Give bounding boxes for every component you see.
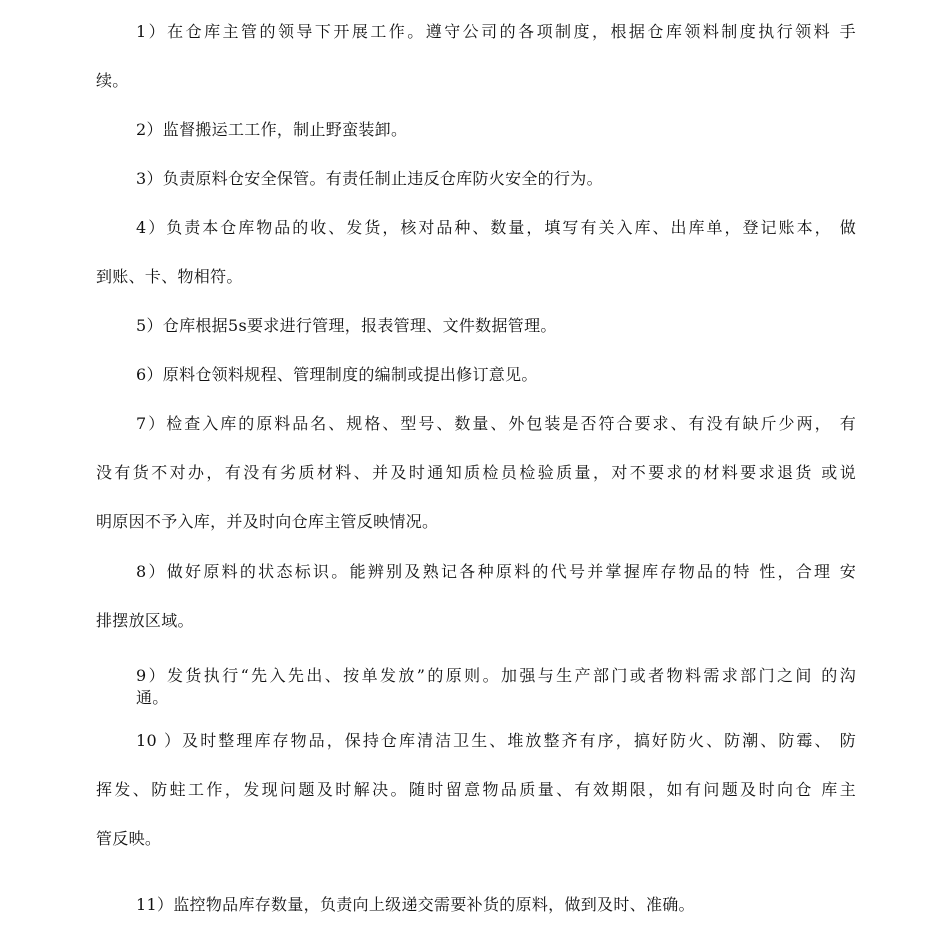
text-line: 到账、卡、物相符。 bbox=[96, 267, 243, 286]
text-line: 11）监控物品库存数量，负责向上级递交需要补货的原料，做到及时、准确。 bbox=[136, 895, 695, 914]
text-line: 6）原料仓领料规程、管理制度的编制或提出修订意见。 bbox=[136, 365, 538, 384]
text-line: 续。 bbox=[96, 71, 129, 90]
text-line: 明原因不予入库，并及时向仓库主管反映情况。 bbox=[96, 512, 439, 531]
text-line: 4）负责本仓库物品的收、发货，核对品种、数量，填写有关入库、出库单，登记账本， 做 bbox=[136, 218, 856, 237]
text-line: 7）检查入库的原料品名、规格、型号、数量、外包装是否符合要求、有没有缺斤少两， 有 bbox=[136, 414, 856, 433]
text-line: 2）监督搬运工工作，制止野蛮装卸。 bbox=[136, 120, 408, 139]
text-line: 没有货不对办，有没有劣质材料、并及时通知质检员检验质量，对不要求的材料要求退货 或说 bbox=[96, 463, 856, 482]
text-line: 通。 bbox=[136, 688, 169, 707]
text-line: 排摆放区域。 bbox=[96, 611, 194, 630]
text-line: 3）负责原料仓安全保管。有责任制止违反仓库防火安全的行为。 bbox=[136, 169, 603, 188]
text-line: 管反映。 bbox=[96, 829, 162, 848]
text-line: 10 ）及时整理库存物品，保持仓库清洁卫生、堆放整齐有序，搞好防火、防潮、防霉、 防 bbox=[136, 731, 856, 750]
text-line: 9）发货执行“先入先出、按单发放”的原则。加强与生产部门或者物料需求部门之间 的沟 bbox=[136, 666, 856, 685]
text-line: 1）在仓库主管的领导下开展工作。遵守公司的各项制度，根据仓库领料制度执行领料 手 bbox=[136, 22, 856, 41]
text-line: 5）仓库根据5s要求进行管理，报表管理、文件数据管理。 bbox=[136, 316, 557, 335]
text-line: 8）做好原料的状态标识。能辨别及熟记各种原料的代号并掌握库存物品的特 性，合理 安 bbox=[136, 562, 856, 581]
text-line: 挥发、防蛀工作，发现问题及时解决。随时留意物品质量、有效期限，如有问题及时向仓 库主 bbox=[96, 780, 856, 799]
